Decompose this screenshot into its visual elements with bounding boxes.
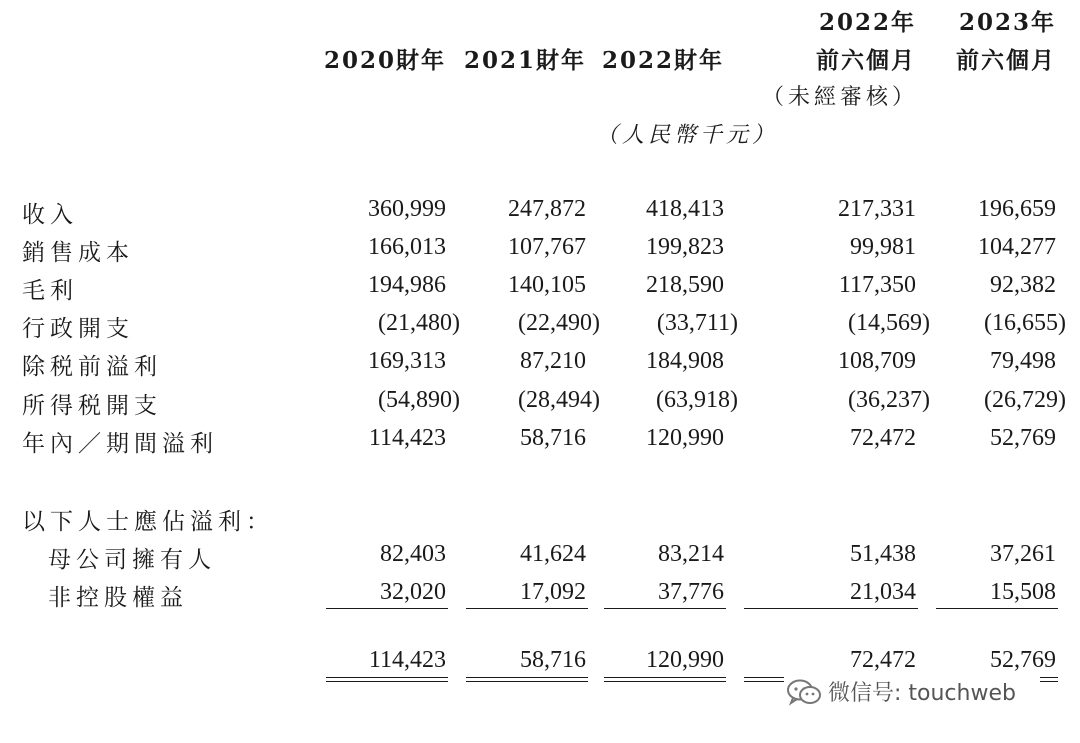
cell: 217,331 xyxy=(838,196,916,222)
total-cell: 114,423 xyxy=(368,647,446,673)
cell: 114,423 xyxy=(368,425,446,451)
cell: 17,092 xyxy=(520,579,586,605)
wechat-icon xyxy=(786,678,822,706)
row-label: 毛利 xyxy=(22,278,78,304)
total-cell: 120,990 xyxy=(646,647,724,673)
col4-period-header: 前六個月 xyxy=(816,47,916,74)
col5-period-header: 前六個月 xyxy=(956,47,1056,74)
cell: 79,498 xyxy=(990,348,1056,374)
cell: 199,823 xyxy=(646,234,724,260)
cell: 218,590 xyxy=(646,272,724,298)
cell: 140,105 xyxy=(508,272,586,298)
subtotal-rule xyxy=(466,608,588,609)
cell: 99,981 xyxy=(850,234,916,260)
cell: 37,776 xyxy=(658,579,724,605)
cell: 72,472 xyxy=(850,425,916,451)
cell: (28,494) xyxy=(518,387,600,413)
cell: (36,237) xyxy=(848,387,930,413)
row-label: 非控股權益 xyxy=(48,585,188,611)
cell: (22,490) xyxy=(518,310,600,336)
cell: 51,438 xyxy=(850,541,916,567)
cell: 418,413 xyxy=(646,196,724,222)
total-double-rule xyxy=(326,677,448,682)
cell: 360,999 xyxy=(368,196,446,222)
cell: 169,313 xyxy=(368,348,446,374)
row-label: 年內／期間溢利 xyxy=(22,431,218,457)
watermark-text: 微信号: touchweb xyxy=(828,681,1016,706)
cell: (33,711) xyxy=(656,310,738,336)
subtotal-rule xyxy=(604,608,726,609)
cell: (14,569) xyxy=(848,310,930,336)
cell: 37,261 xyxy=(990,541,1056,567)
watermark xyxy=(786,676,1016,707)
currency-unit-note: （人民幣千元） xyxy=(596,123,779,148)
row-label: 母公司擁有人 xyxy=(48,547,216,573)
cell: 196,659 xyxy=(978,196,1056,222)
cell: (21,480) xyxy=(378,310,460,336)
cell: (54,890) xyxy=(378,387,460,413)
cell: (16,655) xyxy=(984,310,1066,336)
cell: 92,382 xyxy=(990,272,1056,298)
cell: 104,277 xyxy=(978,234,1056,260)
col4-year-header: 2022年 xyxy=(818,9,916,36)
cell: (63,918) xyxy=(656,387,738,413)
col5-year-header: 2023年 xyxy=(958,9,1056,36)
col2-header: 2021財年 xyxy=(463,47,586,74)
cell: 117,350 xyxy=(838,272,916,298)
cell: 83,214 xyxy=(658,541,724,567)
cell: 120,990 xyxy=(646,425,724,451)
col3-header: 2022財年 xyxy=(601,47,724,74)
total-cell: 72,472 xyxy=(850,647,916,673)
cell: 52,769 xyxy=(990,425,1056,451)
cell: 82,403 xyxy=(380,541,446,567)
row-label: 收入 xyxy=(22,202,78,228)
subtotal-rule xyxy=(744,608,918,609)
row-label: 行政開支 xyxy=(22,316,134,342)
cell: 166,013 xyxy=(368,234,446,260)
subtotal-rule xyxy=(326,608,448,609)
cell: 87,210 xyxy=(520,348,586,374)
cell: 247,872 xyxy=(508,196,586,222)
total-cell: 58,716 xyxy=(520,647,586,673)
cell: 21,034 xyxy=(850,579,916,605)
col1-header: 2020財年 xyxy=(323,47,446,74)
cell: 107,767 xyxy=(508,234,586,260)
cell: 15,508 xyxy=(990,579,1056,605)
subtotal-rule xyxy=(936,608,1058,609)
cell: 32,020 xyxy=(380,579,446,605)
total-double-rule xyxy=(466,677,588,682)
unaudited-note: （未經審核） xyxy=(762,85,919,110)
attribution-heading: 以下人士應佔溢利： xyxy=(22,509,274,535)
cell: 184,908 xyxy=(646,348,724,374)
row-label: 銷售成本 xyxy=(22,240,134,266)
row-label: 所得税開支 xyxy=(22,393,162,419)
row-label: 除税前溢利 xyxy=(22,354,162,380)
total-double-rule xyxy=(1040,677,1058,682)
cell: 58,716 xyxy=(520,425,586,451)
cell: 41,624 xyxy=(520,541,586,567)
total-double-rule xyxy=(604,677,726,682)
cell: 108,709 xyxy=(838,348,916,374)
cell: 194,986 xyxy=(368,272,446,298)
total-cell: 52,769 xyxy=(990,647,1056,673)
total-double-rule xyxy=(744,677,784,682)
cell: (26,729) xyxy=(984,387,1066,413)
